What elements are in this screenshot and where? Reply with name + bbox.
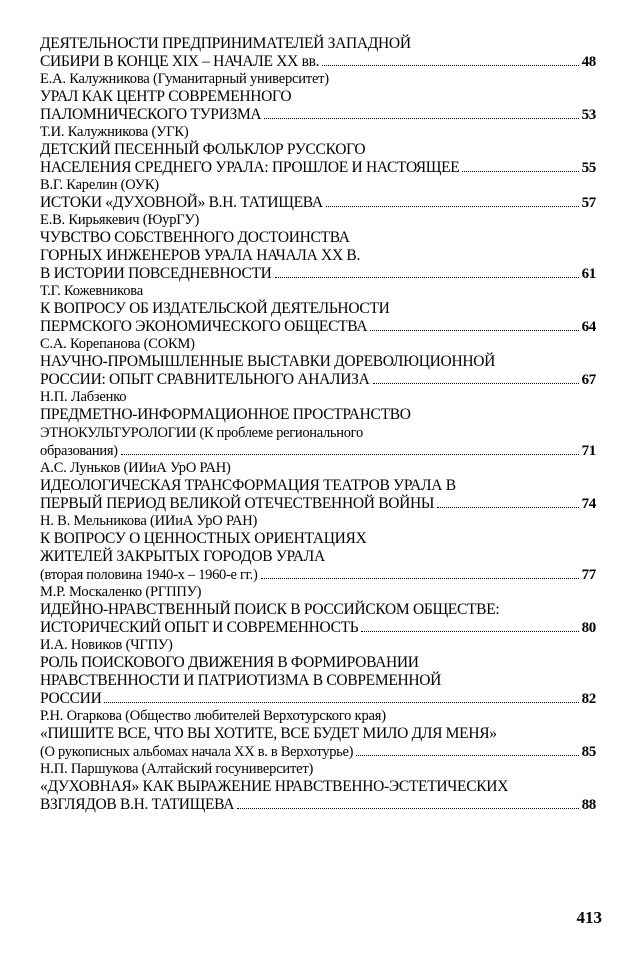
toc-author: Е.А. Калужникова (Гуманитарный университет) bbox=[40, 71, 329, 87]
toc-author: С.А. Корепанова (СОКМ) bbox=[40, 336, 195, 352]
toc-title-line: К ВОПРОСУ ОБ ИЗДАТЕЛЬСКОЙ ДЕЯТЕЛЬНОСТИ bbox=[40, 300, 390, 317]
toc-title-line: НРАВСТВЕННОСТИ И ПАТРИОТИЗМА В СОВРЕМЕННОЙ bbox=[40, 672, 442, 689]
toc-title-line: ИСТОКИ «ДУХОВНОЙ» В.Н. ТАТИЩЕВА bbox=[40, 194, 323, 211]
toc-title-line: ЭТНОКУЛЬТУРОЛОГИИ (К проблеме регионального bbox=[40, 425, 363, 441]
toc-title-line-with-page bbox=[40, 318, 596, 336]
toc-entry bbox=[40, 212, 596, 283]
toc-title-line: ПРЕДМЕТНО-ИНФОРМАЦИОННОЕ ПРОСТРАНСТВО bbox=[40, 406, 411, 423]
toc-title-line: К ВОПРОСУ О ЦЕННОСТНЫХ ОРИЕНТАЦИЯХ bbox=[40, 530, 367, 547]
toc-page-number: 53 bbox=[581, 107, 596, 123]
dot-leader bbox=[437, 507, 578, 508]
toc-title-line: НАУЧНО-ПРОМЫШЛЕННЫЕ ВЫСТАВКИ ДОРЕВОЛЮЦИОННОЙ bbox=[40, 353, 496, 370]
dot-leader bbox=[104, 702, 578, 703]
toc-page-number: 74 bbox=[581, 496, 596, 512]
toc-page-number: 71 bbox=[581, 443, 596, 459]
dot-leader bbox=[121, 454, 579, 455]
toc-title-line: ВЗГЛЯДОВ В.Н. ТАТИЩЕВА bbox=[40, 796, 235, 813]
toc-title-line-with-page bbox=[40, 106, 596, 124]
dot-leader bbox=[326, 206, 579, 207]
toc-title-line: ЧУВСТВО СОБСТВЕННОГО ДОСТОИНСТВА bbox=[40, 229, 350, 246]
toc-title-line-with-page bbox=[40, 495, 596, 513]
toc-author: Н.П. Паршукова (Алтайский госуниверситет) bbox=[40, 761, 314, 777]
toc-page-number: 82 bbox=[581, 691, 596, 707]
toc-title-line-with-page bbox=[40, 690, 596, 708]
toc-title-line: ПЕРВЫЙ ПЕРИОД ВЕЛИКОЙ ОТЕЧЕСТВЕННОЙ ВОЙНЫ bbox=[40, 495, 435, 512]
toc-entry bbox=[40, 71, 596, 124]
dot-leader bbox=[264, 118, 578, 119]
toc-page-number: 61 bbox=[581, 266, 596, 282]
toc-title-line: ДЕТСКИЙ ПЕСЕННЫЙ ФОЛЬКЛОР РУССКОГО bbox=[40, 141, 366, 158]
toc-page-number: 67 bbox=[581, 372, 596, 388]
toc-title-line: «ДУХОВНАЯ» КАК ВЫРАЖЕНИЕ НРАВСТВЕННО-ЭСТЕТИЧЕСКИХ bbox=[40, 778, 509, 795]
toc-title-line: ЖИТЕЛЕЙ ЗАКРЫТЫХ ГОРОДОВ УРАЛА bbox=[40, 548, 325, 565]
toc-title-line-with-page bbox=[40, 265, 596, 283]
toc-author: И.А. Новиков (ЧГПУ) bbox=[40, 637, 173, 653]
toc-page-number: 48 bbox=[581, 54, 596, 70]
page-number: 413 bbox=[576, 908, 602, 927]
toc-page-number: 64 bbox=[581, 319, 596, 335]
dot-leader bbox=[237, 808, 578, 809]
dot-leader bbox=[462, 171, 578, 172]
toc-entry bbox=[40, 35, 596, 71]
toc-author: Р.Н. Огаркова (Общество любителей Верхотурского края) bbox=[40, 708, 386, 724]
toc-title-line: (вторая половина 1940-х – 1960-е гг.) bbox=[40, 567, 258, 583]
toc-page-number: 85 bbox=[581, 744, 596, 760]
toc-title-line: НАСЕЛЕНИЯ СРЕДНЕГО УРАЛА: ПРОШЛОЕ И НАСТОЯЩЕЕ bbox=[40, 159, 460, 176]
toc-author: Е.В. Кирьякевич (ЮурГУ) bbox=[40, 212, 200, 228]
toc-title-line-with-page bbox=[40, 743, 596, 761]
toc-author: Н. В. Мельникова (ИИиА УрО РАН) bbox=[40, 513, 258, 529]
toc-entry bbox=[40, 761, 596, 814]
table-of-contents bbox=[40, 35, 596, 814]
dot-leader bbox=[322, 65, 578, 66]
toc-title-line-with-page bbox=[40, 53, 596, 71]
toc-title-line: ИДЕОЛОГИЧЕСКАЯ ТРАНСФОРМАЦИЯ ТЕАТРОВ УРАЛА В bbox=[40, 477, 456, 494]
dot-leader bbox=[356, 755, 578, 756]
toc-page-number: 88 bbox=[581, 797, 596, 813]
toc-author: Н.П. Лабзенко bbox=[40, 389, 127, 405]
toc-entry bbox=[40, 336, 596, 389]
dot-leader bbox=[373, 383, 579, 384]
toc-title-line: В ИСТОРИИ ПОВСЕДНЕВНОСТИ bbox=[40, 265, 272, 282]
toc-author: Т.Г. Кожевникова bbox=[40, 283, 143, 299]
toc-title-line: РОЛЬ ПОИСКОВОГО ДВИЖЕНИЯ В ФОРМИРОВАНИИ bbox=[40, 654, 419, 671]
toc-entry bbox=[40, 460, 596, 513]
toc-entry bbox=[40, 584, 596, 637]
toc-page-number: 55 bbox=[581, 160, 596, 176]
toc-title-line-with-page bbox=[40, 796, 596, 814]
toc-entry bbox=[40, 389, 596, 460]
toc-author: Т.И. Калужникова (УГК) bbox=[40, 124, 189, 140]
toc-title-line: (О рукописных альбомах начала XX в. в Верхотурье) bbox=[40, 744, 354, 760]
toc-title-line-with-page bbox=[40, 194, 596, 212]
toc-title-line-with-page bbox=[40, 442, 596, 460]
dot-leader bbox=[361, 631, 578, 632]
toc-author: В.Г. Карелин (ОУК) bbox=[40, 177, 159, 193]
toc-title-line: ПЕРМСКОГО ЭКОНОМИЧЕСКОГО ОБЩЕСТВА bbox=[40, 318, 368, 335]
toc-title-line: ИСТОРИЧЕСКИЙ ОПЫТ И СОВРЕМЕННОСТЬ bbox=[40, 619, 359, 636]
toc-entry bbox=[40, 708, 596, 761]
toc-title-line: РОССИИ: ОПЫТ СРАВНИТЕЛЬНОГО АНАЛИЗА bbox=[40, 371, 370, 388]
toc-entry bbox=[40, 637, 596, 708]
toc-title-line: образования) bbox=[40, 443, 118, 459]
dot-leader bbox=[370, 330, 578, 331]
toc-author: А.С. Луньков (ИИиА УрО РАН) bbox=[40, 460, 231, 476]
dot-leader bbox=[261, 578, 579, 579]
toc-page-number: 80 bbox=[581, 620, 596, 636]
toc-title-line: ДЕЯТЕЛЬНОСТИ ПРЕДПРИНИМАТЕЛЕЙ ЗАПАДНОЙ bbox=[40, 35, 411, 52]
toc-title-line: РОССИИ bbox=[40, 690, 102, 707]
toc-title-line: ГОРНЫХ ИНЖЕНЕРОВ УРАЛА НАЧАЛА XX В. bbox=[40, 247, 361, 264]
toc-title-line: ИДЕЙНО-НРАВСТВЕННЫЙ ПОИСК В РОССИЙСКОМ ОБЩЕСТВЕ: bbox=[40, 601, 500, 618]
toc-entry bbox=[40, 124, 596, 177]
toc-title-line: УРАЛ КАК ЦЕНТР СОВРЕМЕННОГО bbox=[40, 88, 292, 105]
toc-entry bbox=[40, 513, 596, 584]
toc-title-line: ПАЛОМНИЧЕСКОГО ТУРИЗМА bbox=[40, 106, 262, 123]
toc-entry bbox=[40, 283, 596, 336]
toc-title-line: «ПИШИТЕ ВСЕ, ЧТО ВЫ ХОТИТЕ, ВСЕ БУДЕТ МИЛО ДЛЯ МЕНЯ» bbox=[40, 725, 497, 742]
toc-title-line-with-page bbox=[40, 566, 596, 584]
toc-title-line-with-page bbox=[40, 619, 596, 637]
toc-page-number: 57 bbox=[581, 195, 596, 211]
toc-title-line-with-page bbox=[40, 371, 596, 389]
toc-author: М.Р. Москаленко (РГППУ) bbox=[40, 584, 202, 600]
toc-entry bbox=[40, 177, 596, 212]
dot-leader bbox=[275, 277, 579, 278]
toc-page-number: 77 bbox=[581, 567, 596, 583]
toc-title-line: СИБИРИ В КОНЦЕ XIX – НАЧАЛЕ XX вв. bbox=[40, 53, 320, 70]
toc-title-line-with-page bbox=[40, 159, 596, 177]
